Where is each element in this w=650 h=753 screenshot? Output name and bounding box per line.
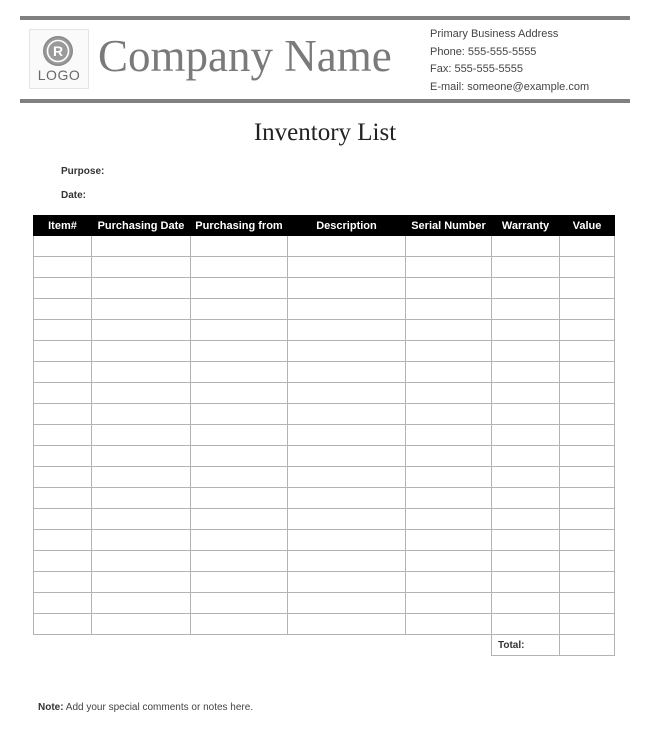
table-cell[interactable] [560,257,615,278]
table-cell[interactable] [191,404,288,425]
table-cell[interactable] [406,341,492,362]
table-cell[interactable] [406,425,492,446]
column-header-value: Value [560,216,615,236]
table-cell[interactable] [288,488,406,509]
table-cell[interactable] [560,425,615,446]
logo-text: LOGO [37,67,81,83]
table-cell[interactable] [92,257,191,278]
table-cell[interactable] [288,404,406,425]
table-cell[interactable] [288,425,406,446]
table-cell[interactable] [288,299,406,320]
table-body [34,236,615,656]
table-cell[interactable] [34,509,92,530]
table-cell[interactable] [560,551,615,572]
table-cell[interactable] [92,236,191,257]
table-cell[interactable] [492,278,560,299]
table-cell[interactable] [288,530,406,551]
total-value-cell[interactable] [560,635,615,656]
table-cell[interactable] [406,404,492,425]
table-cell[interactable] [34,383,92,404]
table-cell[interactable] [191,341,288,362]
table-cell[interactable] [34,614,92,635]
table-cell[interactable] [92,362,191,383]
table-cell[interactable] [406,299,492,320]
table-cell[interactable] [406,572,492,593]
table-cell[interactable] [406,278,492,299]
column-header-item-number: Item# [34,216,92,236]
table-cell[interactable] [288,320,406,341]
table-cell[interactable] [492,425,560,446]
header-bottom-rule [20,99,630,103]
table-row [34,446,615,467]
table-cell[interactable] [288,509,406,530]
table-cell[interactable] [560,614,615,635]
table-cell[interactable] [492,509,560,530]
table-cell[interactable] [560,593,615,614]
column-header-purchasing-from: Purchasing from [191,216,288,236]
table-cell[interactable] [288,341,406,362]
table-cell[interactable] [560,341,615,362]
table-cell[interactable] [406,236,492,257]
table-row [34,509,615,530]
table-cell[interactable] [406,383,492,404]
table-cell[interactable] [406,446,492,467]
table-cell[interactable] [492,320,560,341]
table-cell[interactable] [492,467,560,488]
table-cell[interactable] [191,299,288,320]
table-cell[interactable] [492,404,560,425]
table-row [34,278,615,299]
table-cell[interactable] [191,509,288,530]
fax-number: Fax: 555-555-5555 [430,63,523,75]
table-cell[interactable] [92,467,191,488]
note-label: Note: [38,702,64,713]
table-cell[interactable] [288,362,406,383]
table-cell[interactable] [560,299,615,320]
table-cell[interactable] [288,572,406,593]
table-cell[interactable] [92,572,191,593]
table-cell[interactable] [34,572,92,593]
table-cell[interactable] [288,278,406,299]
table-row [34,320,615,341]
table-cell[interactable] [560,320,615,341]
table-cell[interactable] [34,236,92,257]
table-cell[interactable] [191,572,288,593]
table-cell[interactable] [492,341,560,362]
table-cell[interactable] [92,488,191,509]
table-cell[interactable] [560,509,615,530]
table-cell[interactable] [560,446,615,467]
table-cell[interactable] [34,551,92,572]
table-cell[interactable] [288,593,406,614]
table-cell[interactable] [492,551,560,572]
table-cell[interactable] [492,572,560,593]
total-row-spacer [34,635,92,656]
table-cell[interactable] [191,614,288,635]
table-cell[interactable] [92,446,191,467]
contact-info [430,26,589,96]
table-cell[interactable] [288,614,406,635]
table-row [34,404,615,425]
table-cell[interactable] [560,236,615,257]
table-cell[interactable] [34,362,92,383]
table-cell[interactable] [34,530,92,551]
table-cell[interactable] [492,488,560,509]
table-cell[interactable] [92,530,191,551]
table-cell[interactable] [560,278,615,299]
table-cell[interactable] [560,362,615,383]
table-cell[interactable] [288,257,406,278]
total-row-spacer [92,635,191,656]
total-row-spacer [406,635,492,656]
table-cell[interactable] [406,488,492,509]
table-header-row [34,216,615,236]
purpose-label: Purpose: [61,166,105,177]
table-cell[interactable] [560,383,615,404]
table-cell[interactable] [191,236,288,257]
table-cell[interactable] [560,467,615,488]
table-row [34,593,615,614]
table-cell[interactable] [191,446,288,467]
note-text: Add your special comments or notes here. [63,702,254,713]
table-cell[interactable] [191,320,288,341]
column-header-serial-number: Serial Number [406,216,492,236]
table-cell[interactable] [34,278,92,299]
phone-number: Phone: 555-555-5555 [430,45,537,58]
table-cell[interactable] [560,530,615,551]
table-row [34,488,615,509]
table-cell[interactable] [191,467,288,488]
column-header-warranty: Warranty [492,216,560,236]
column-header-purchasing-date: Purchasing Date [92,216,191,236]
table-cell[interactable] [406,551,492,572]
table-cell[interactable] [34,257,92,278]
column-header-description: Description [288,216,406,236]
table-cell[interactable] [92,614,191,635]
logo [29,29,89,89]
table-row [34,425,615,446]
table-cell[interactable] [34,593,92,614]
table-cell[interactable] [288,467,406,488]
total-row [34,635,615,656]
table-cell[interactable] [92,425,191,446]
table-row [34,383,615,404]
table-row [34,236,615,257]
table-cell[interactable] [191,530,288,551]
company-name: Company Name [98,31,392,81]
table-cell[interactable] [492,299,560,320]
table-cell[interactable] [406,614,492,635]
table-cell[interactable] [492,383,560,404]
table-cell[interactable] [34,320,92,341]
table-row [34,257,615,278]
table-cell[interactable] [406,509,492,530]
table-row [34,530,615,551]
date-label: Date: [61,190,87,201]
table-cell[interactable] [34,488,92,509]
table-row [34,551,615,572]
business-address: Primary Business Address [430,28,559,40]
table-cell[interactable] [406,530,492,551]
table-cell[interactable] [191,551,288,572]
table-cell[interactable] [92,404,191,425]
table-cell[interactable] [492,530,560,551]
table-cell[interactable] [191,257,288,278]
table-cell[interactable] [560,572,615,593]
table-cell[interactable] [92,593,191,614]
table-cell[interactable] [92,341,191,362]
table-row [34,467,615,488]
table-cell[interactable] [288,383,406,404]
table-cell[interactable] [191,425,288,446]
table-cell[interactable] [406,257,492,278]
table-cell[interactable] [492,257,560,278]
table-cell[interactable] [92,551,191,572]
table-cell[interactable] [92,320,191,341]
registered-mark-icon [43,36,73,66]
table-cell[interactable] [560,404,615,425]
table-cell[interactable] [406,320,492,341]
table-cell[interactable] [92,278,191,299]
table-cell[interactable] [92,299,191,320]
header-top-rule [20,16,630,20]
table-cell[interactable] [560,488,615,509]
footer-note [38,702,253,713]
table-cell[interactable] [34,299,92,320]
table-cell[interactable] [492,446,560,467]
table-cell[interactable] [191,278,288,299]
table-cell[interactable] [492,362,560,383]
table-cell[interactable] [406,593,492,614]
email-address: E-mail: someone@example.com [430,80,590,93]
total-label: Total: [492,635,560,656]
table-cell[interactable] [34,341,92,362]
table-cell[interactable] [34,404,92,425]
table-cell[interactable] [288,446,406,467]
table-row [34,362,615,383]
table-row [34,299,615,320]
table-row [34,341,615,362]
svg-text:R: R [52,43,64,59]
table-cell[interactable] [92,383,191,404]
table-cell[interactable] [288,551,406,572]
table-cell[interactable] [492,614,560,635]
table-cell[interactable] [406,362,492,383]
inventory-table [33,215,615,656]
table-cell[interactable] [34,446,92,467]
table-cell[interactable] [191,593,288,614]
table-cell[interactable] [492,236,560,257]
table-row [34,572,615,593]
table-cell[interactable] [191,488,288,509]
table-row [34,614,615,635]
table-cell[interactable] [191,383,288,404]
table-cell[interactable] [492,593,560,614]
table-cell[interactable] [406,467,492,488]
table-cell[interactable] [92,509,191,530]
document-title: Inventory List [253,119,397,146]
table-cell[interactable] [34,467,92,488]
total-row-spacer [288,635,406,656]
total-row-spacer [191,635,288,656]
table-cell[interactable] [191,362,288,383]
table-cell[interactable] [34,425,92,446]
table-cell[interactable] [288,236,406,257]
